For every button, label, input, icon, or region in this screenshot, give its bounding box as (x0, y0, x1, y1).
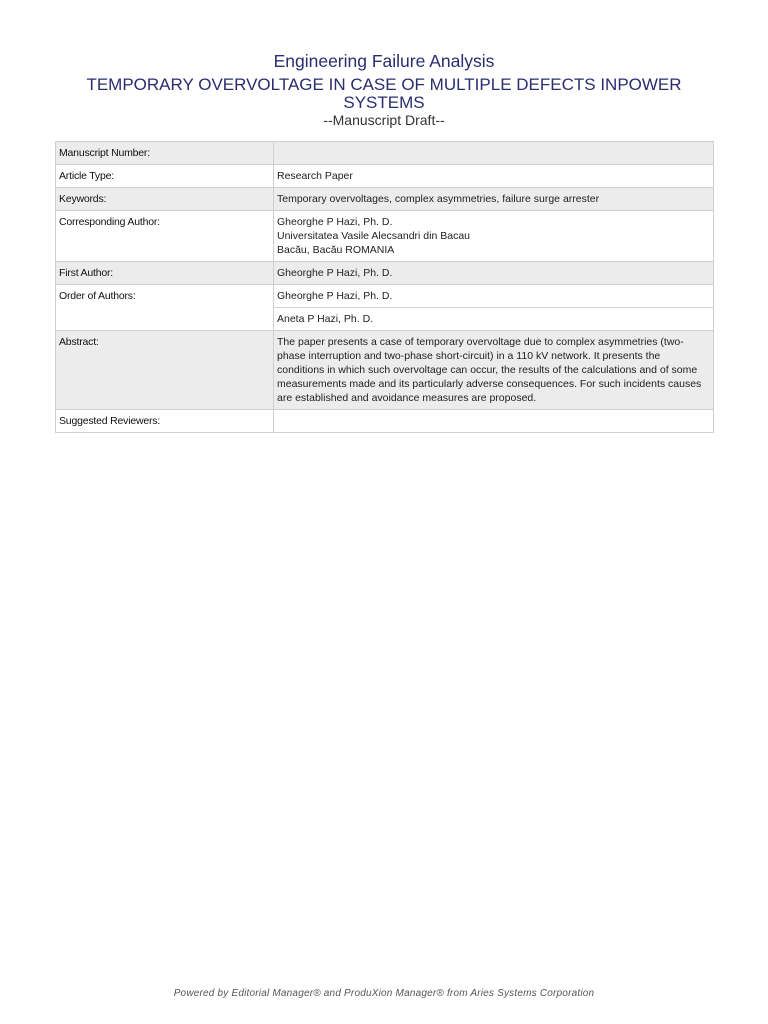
corresponding-author-location: Bacău, Bacău ROMANIA (277, 244, 395, 256)
label-article-type: Article Type: (56, 165, 274, 188)
value-author-2: Aneta P Hazi, Ph. D. (274, 308, 714, 331)
value-corresponding-author (274, 211, 714, 262)
label-first-author: First Author: (56, 262, 274, 285)
manuscript-draft-label: --Manuscript Draft-- (323, 112, 445, 128)
row-first-author (56, 262, 714, 285)
label-suggested-reviewers: Suggested Reviewers: (56, 410, 274, 433)
row-corresponding-author (56, 211, 714, 262)
journal-title: Engineering Failure Analysis (273, 51, 495, 71)
value-suggested-reviewers (274, 410, 714, 433)
label-order-of-authors: Order of Authors: (56, 285, 274, 331)
row-abstract (56, 331, 714, 410)
value-manuscript-number (274, 142, 714, 165)
row-order-of-authors (56, 285, 714, 308)
row-article-type (56, 165, 714, 188)
value-author-1: Gheorghe P Hazi, Ph. D. (274, 285, 714, 308)
corresponding-author-name: Gheorghe P Hazi, Ph. D. (277, 216, 393, 228)
value-keywords: Temporary overvoltages, complex asymmetries, failure surge arrester (274, 188, 714, 211)
corresponding-author-institution: Universitatea Vasile Alecsandri din Bacau (277, 230, 470, 242)
label-keywords: Keywords: (56, 188, 274, 211)
row-keywords (56, 188, 714, 211)
value-article-type: Research Paper (274, 165, 714, 188)
row-manuscript-number (56, 142, 714, 165)
document-header (0, 50, 768, 128)
label-manuscript-number: Manuscript Number: (56, 142, 274, 165)
row-suggested-reviewers (56, 410, 714, 433)
manuscript-title: TEMPORARY OVERVOLTAGE IN CASE OF MULTIPLE DEFECTS INPOWER SYSTEMS (86, 75, 682, 112)
powered-by-footer: Powered by Editorial Manager® and ProduXion Manager® from Aries Systems Corporation (173, 988, 595, 999)
manuscript-metadata-table (55, 141, 714, 433)
label-abstract: Abstract: (56, 331, 274, 410)
label-corresponding-author: Corresponding Author: (56, 211, 274, 262)
value-first-author: Gheorghe P Hazi, Ph. D. (274, 262, 714, 285)
value-abstract: The paper presents a case of temporary overvoltage due to complex asymmetries (two-phase interruption and two-phase short-circuit) in a 110 kV network. It presents the conditions in which such overvoltage can occur, the results of the calculations and of some measurements made and its particularly adverse consequences. For such incidents causes are established and avoidance measures are proposed. (274, 331, 714, 410)
